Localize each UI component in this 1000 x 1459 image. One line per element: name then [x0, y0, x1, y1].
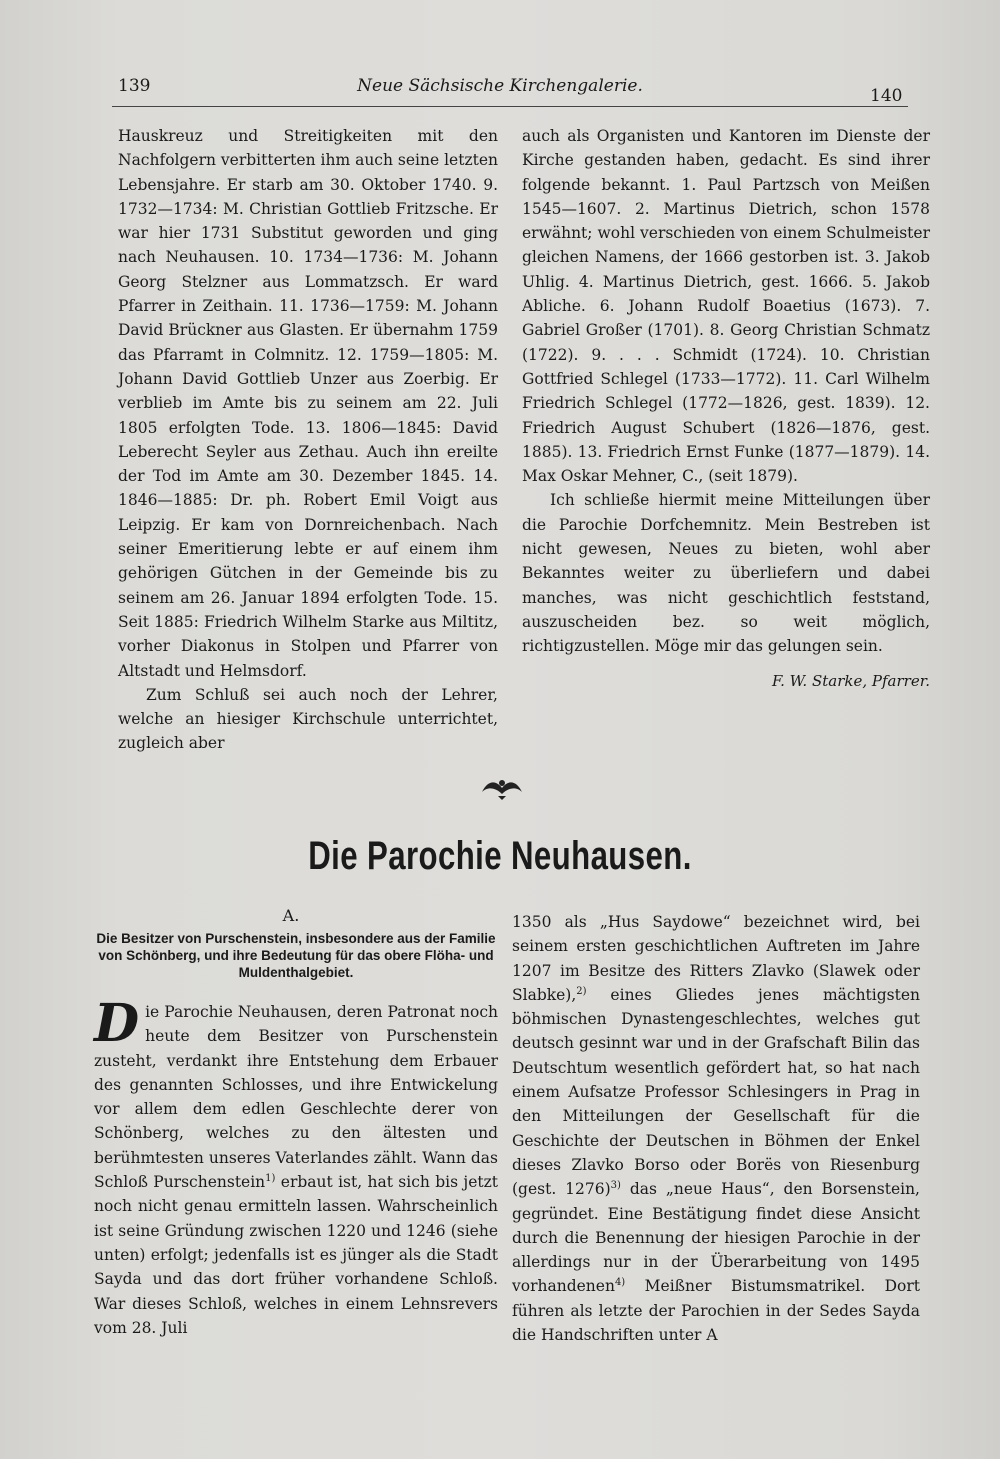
paragraph: Hauskreuz und Streitigkeiten mit den Nachfolgern verbitterten ihm auch seine letzten Lebensjahre. Er starb am 30. Oktober 1740. 9. 1732—1734: M. Christian Gottlieb Fritzsche. Er war hier 1731 Substitut geworden und ging nach Neuhausen. 10. 1734—1736: M. Johann Georg Stelzner aus Lommatzsch. Er ward Pfarrer in Zeithain. 11. 1736—1759: M. Johann David Brückner aus Glasten. Er übernahm 1759 das Pfarramt in Colmnitz. 12. 1759—1805: M. Johann David Gottlieb Unzer aus Zoerbig. Er verblieb im Amte bis zu seinem am 22. Juli 1805 erfolgten Tode. 13. 1806—1845: David Leberecht Seyler aus Zethau. Auch ihn ereilte der Tod im Amte am 30. Dezember 1845. 14. 1846—1885: Dr. ph. Robert Emil Voigt aus Leipzig. Er kam von Dornreichenbach. Nach seiner Emeritierung lebte er auf einem ihm gehörigen Gütchen in der Gemeinde bis zu seinem am 26. Januar 1894 erfolgten Tode. 15. Seit 1885: Friedrich Wilhelm Starke aus Miltitz, vorher Diakonus in Stolpen und Pfarrer von Altstadt und Helmsdorf. [118, 127, 498, 680]
paragraph: Ich schließe hiermit meine Mitteilungen über die Parochie Dorfchemnitz. Mein Bestreben ist nicht gewesen, Neues zu bieten, wohl aber Bekanntes weiter zu überliefern und dabei manches, was nicht geschichtlich feststand, auszuscheiden bez. so weit möglich, richtigzustellen. Möge mir das gelungen sein. [522, 491, 930, 656]
paragraph-text: Meißner Bistumsmatrikel. Dort führen als letzte der Parochien in der Sedes Sayda die Handschriften unter A [512, 1277, 920, 1345]
paragraph: auch als Organisten und Kantoren im Dienste der Kirche gestanden haben, gedacht. Es sind ihrer folgende bekannt. 1. Paul Partzsch von Meißen 1545—1607. 2. Martinus Dietrich, schon 1578 erwähnt; wohl verschieden von einem Schulmeister gleichen Namens, der 1666 gestorben ist. 3. Jakob Uhlig. 4. Martinus Dietrich, gest. 1666. 5. Jakob Abliche. 6. Johann Rudolf Boaetius (1673). 7. Gabriel Großer (1701). 8. Georg Christian Schmatz (1722). 9. . . . Schmidt (1724). 10. Christian Gottfried Schlegel (1733—1772). 11. Carl Wilhelm Friedrich Schlegel (1772—1826, gest. 1839). 12. Friedrich August Schubert (1826—1876, gest. 1885). 13. Friedrich Ernst Funke (1877—1879). 14. Max Oskar Mehner, C., (seit 1879). [522, 127, 930, 486]
column-bottom-left [94, 993, 498, 1340]
signature: F. W. Starke, Pfarrer. [772, 671, 930, 690]
section-heading: Die Besitzer von Purschenstein, insbesondere aus der Familie von Schönberg, und ihre Bedeutung für das obere Flöha- und Muldenthalgebiet. [96, 931, 496, 980]
paragraph-text: das „neue Haus“, den Borsenstein, gegründet. Eine Bestätigung findet diese Ansicht durch die Benennung der hiesigen Parochie in der allerdings nur in der Überarbeitung von 1495 vorhandenen [512, 1180, 920, 1296]
main-title: Die Parochie Neuhausen. [308, 834, 692, 878]
footnote-ref: 1) [265, 1172, 276, 1184]
column-bottom-right [512, 910, 920, 1347]
paragraph-text: erbaut ist, hat sich bis jetzt noch nicht genau ermitteln lassen. Wahrscheinlich ist seine Gründung zwischen 1220 und 1246 (siehe unten) erfolgt; jedenfalls ist es jünger als die Stadt Sayda und das dort früher vorhandene Schloß. War dieses Schloß, welches in einem Lehnsrevers vom 28. Juli [94, 1173, 498, 1337]
footnote-ref: 4) [614, 1277, 626, 1289]
paragraph: Zum Schluß sei auch noch der Lehrer, welche an hiesiger Kirchschule unterrichtet, zugleich aber [118, 685, 498, 753]
footnote-ref: 3) [610, 1180, 621, 1192]
paragraph-text: eines Gliedes jenes mächtigsten böhmischen Dynastengeschlechtes, welches gut deutsch gesinnt war und in der Grafschaft Bilin das Deutschtum wesentlich gefördert hat, so hat nach einem Aufsatze Professor Schlesingers in Prag in den Mitteilungen der Gesellschaft für die Geschichte der Deutschen in Böhmen der Enkel dieses Zlavko Borso oder Borës von Riesenburg (gest. 1276) [512, 985, 920, 1199]
footnote-ref: 2) [576, 985, 587, 997]
header-rule [112, 106, 908, 107]
paragraph [512, 910, 920, 1347]
drop-cap: D [94, 993, 140, 1054]
paragraph [94, 993, 498, 1340]
column-top-right [522, 124, 930, 693]
section-letter: A. [282, 906, 300, 925]
page-number-right: 140 [870, 86, 903, 106]
paragraph-text: ie Parochie Neuhausen, deren Patronat noch heute dem Besitzer von Purschenstein zusteht, verdankt ihre Entstehung dem Erbauer des genannten Schlosses, und ihre Entwickelung vor allem dem edlen Geschlechte derer von Schönberg, welches zu den ältesten und berühmtesten unseres Vaterlandes zählt. Wann das Schloß Purschenstein [94, 1003, 498, 1192]
running-title: Neue Sächsische Kirchengalerie. [357, 76, 643, 96]
paragraph-text: 1350 als „Hus Saydowe“ bezeichnet wird, bei seinem ersten geschichtlichen Auftreten im Jahre 1207 im Besitze des Ritters Zlavko (Slawek oder Slabke), [512, 913, 920, 1004]
ornament-icon [478, 774, 526, 800]
column-top-left [118, 124, 498, 756]
page-number-left: 139 [118, 76, 151, 96]
